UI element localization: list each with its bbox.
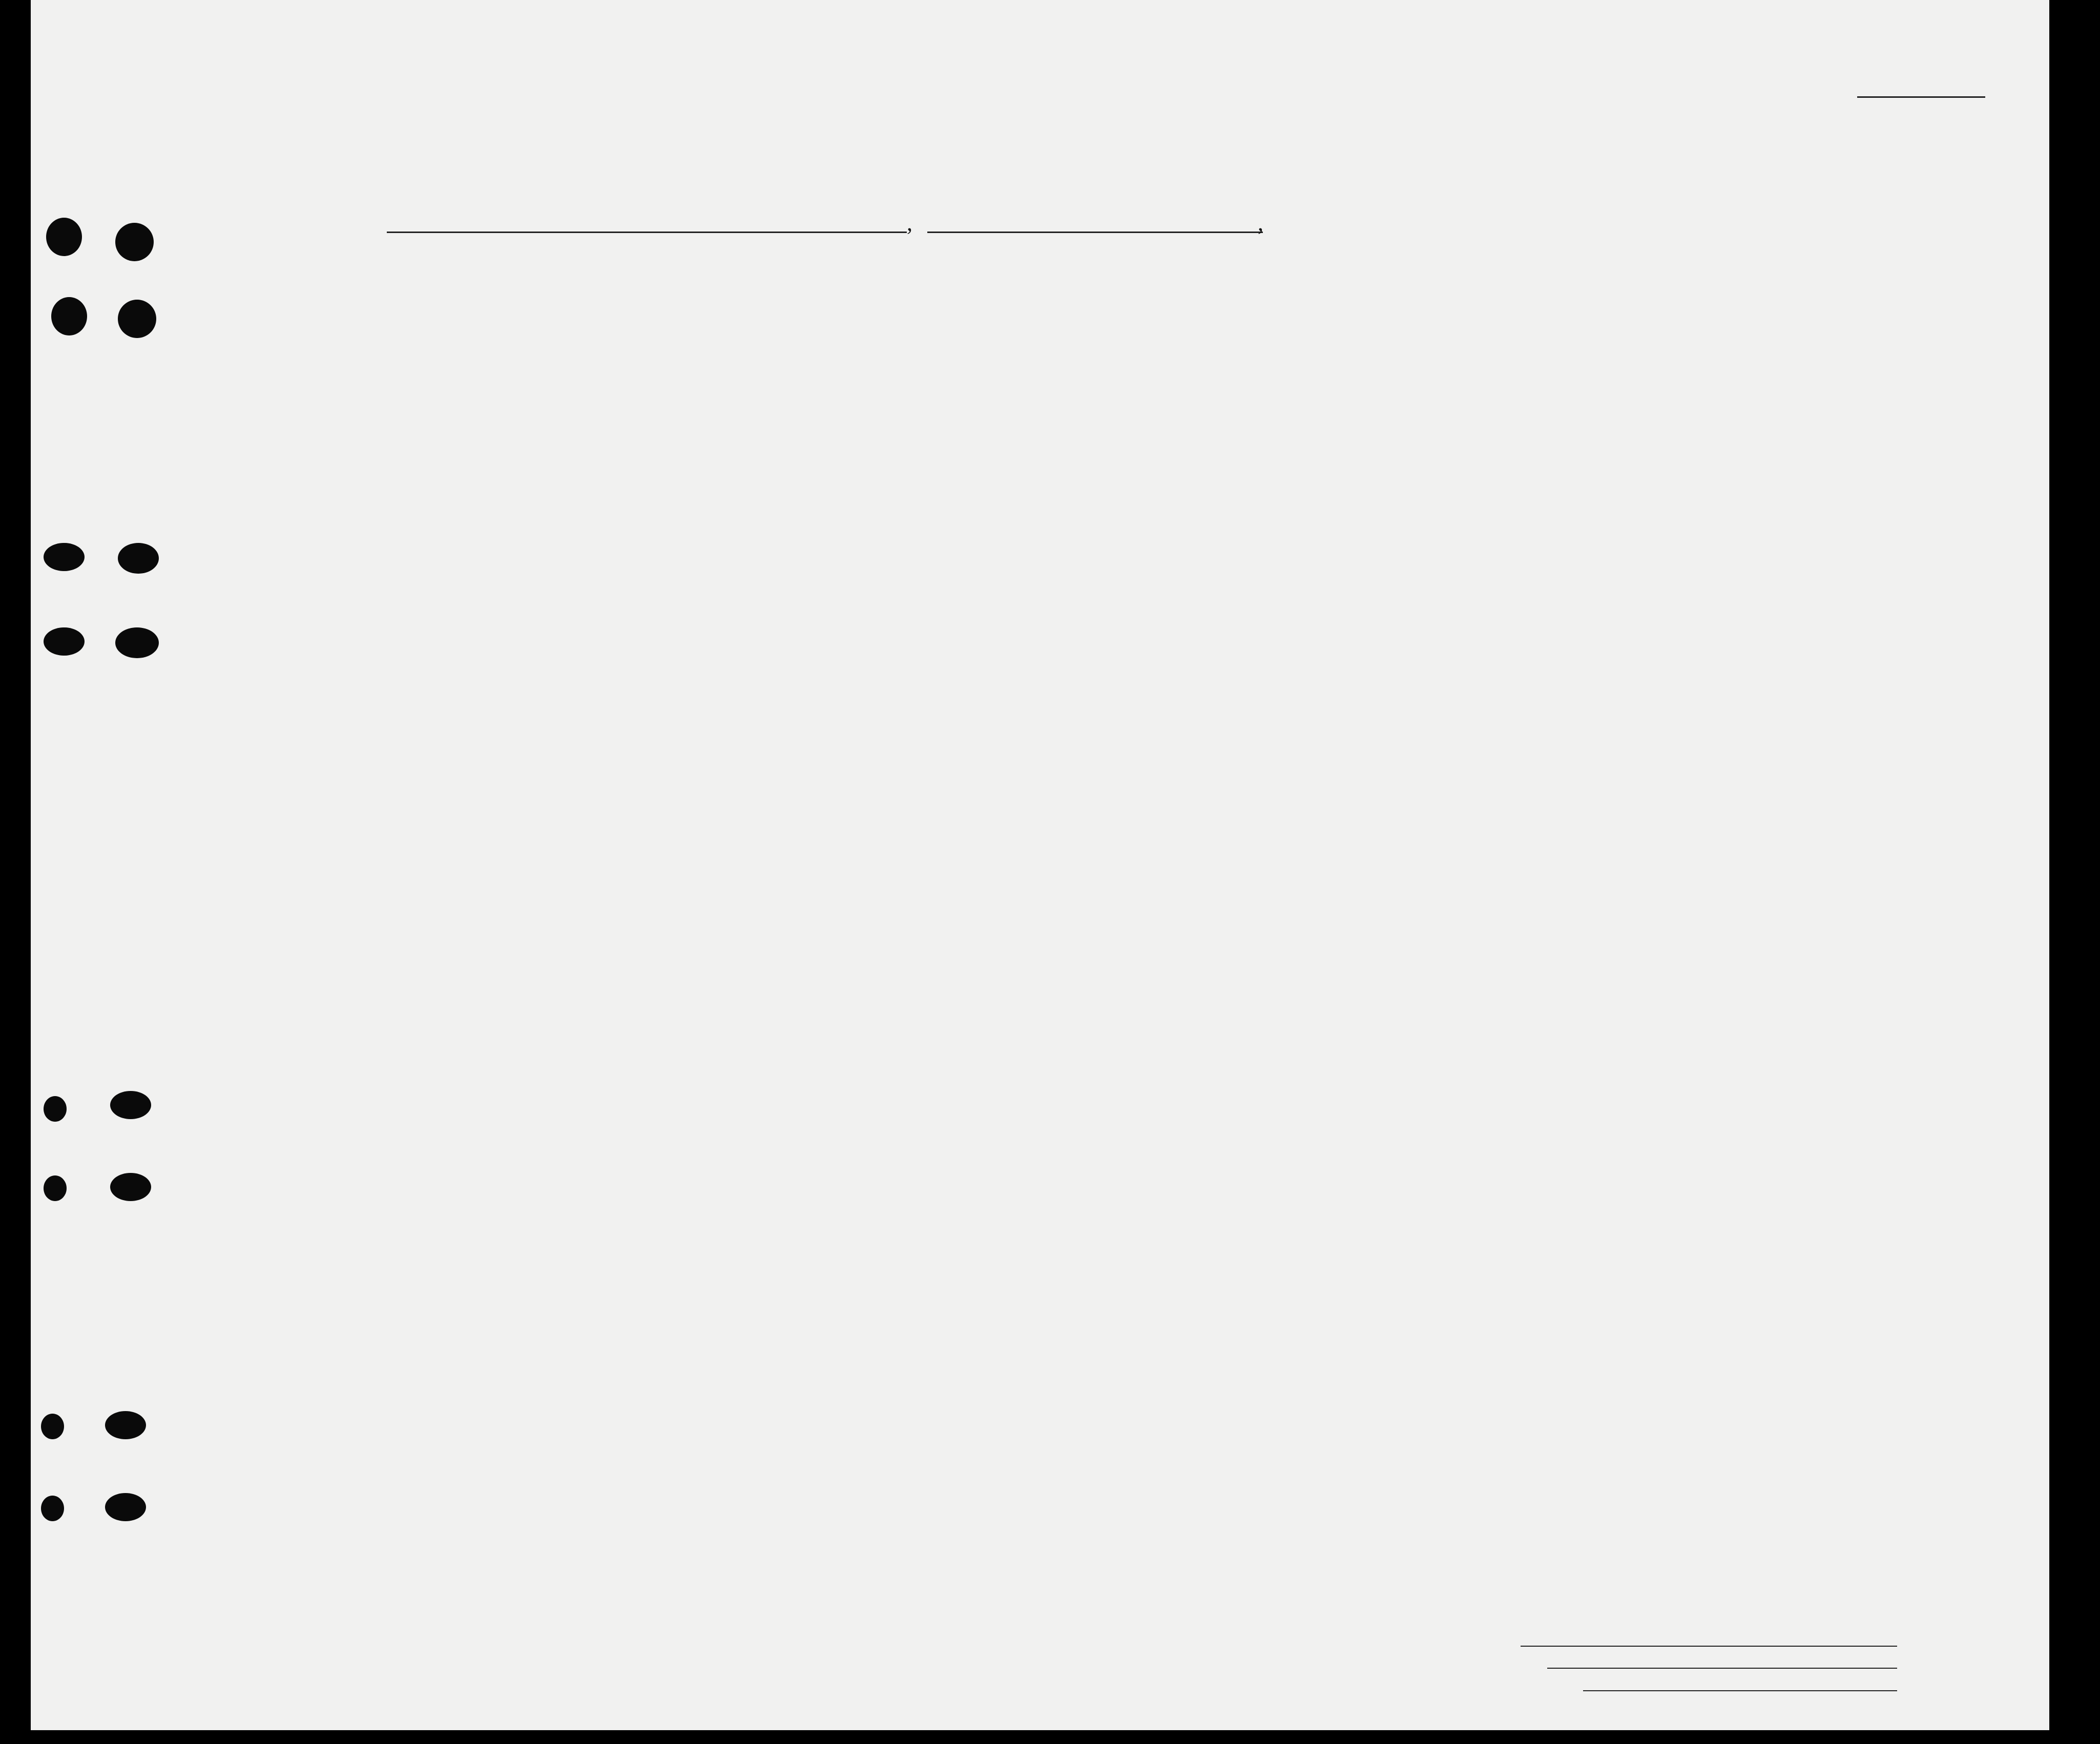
col29-header bbox=[1496, 292, 1532, 420]
line-field[interactable] bbox=[1521, 1646, 1897, 1647]
agents-field[interactable] bbox=[1583, 1690, 1897, 1691]
col24-b bbox=[1275, 328, 1300, 420]
col25-header bbox=[1338, 297, 1374, 420]
col26-header bbox=[1389, 297, 1405, 420]
col31-header bbox=[1557, 292, 1573, 420]
col19-header bbox=[631, 295, 657, 423]
col27-header bbox=[1414, 297, 1429, 420]
comma: , bbox=[1258, 211, 1263, 236]
col24-a bbox=[1227, 323, 1268, 420]
col24-c bbox=[1305, 328, 1331, 420]
col30-header bbox=[1537, 292, 1552, 420]
col28-header bbox=[1434, 292, 1486, 420]
col21-header bbox=[756, 295, 781, 423]
col34-inches bbox=[1729, 382, 1742, 420]
comma: , bbox=[907, 211, 912, 236]
col34-feet bbox=[1706, 389, 1719, 420]
owners-field[interactable] bbox=[1547, 1668, 1897, 1669]
